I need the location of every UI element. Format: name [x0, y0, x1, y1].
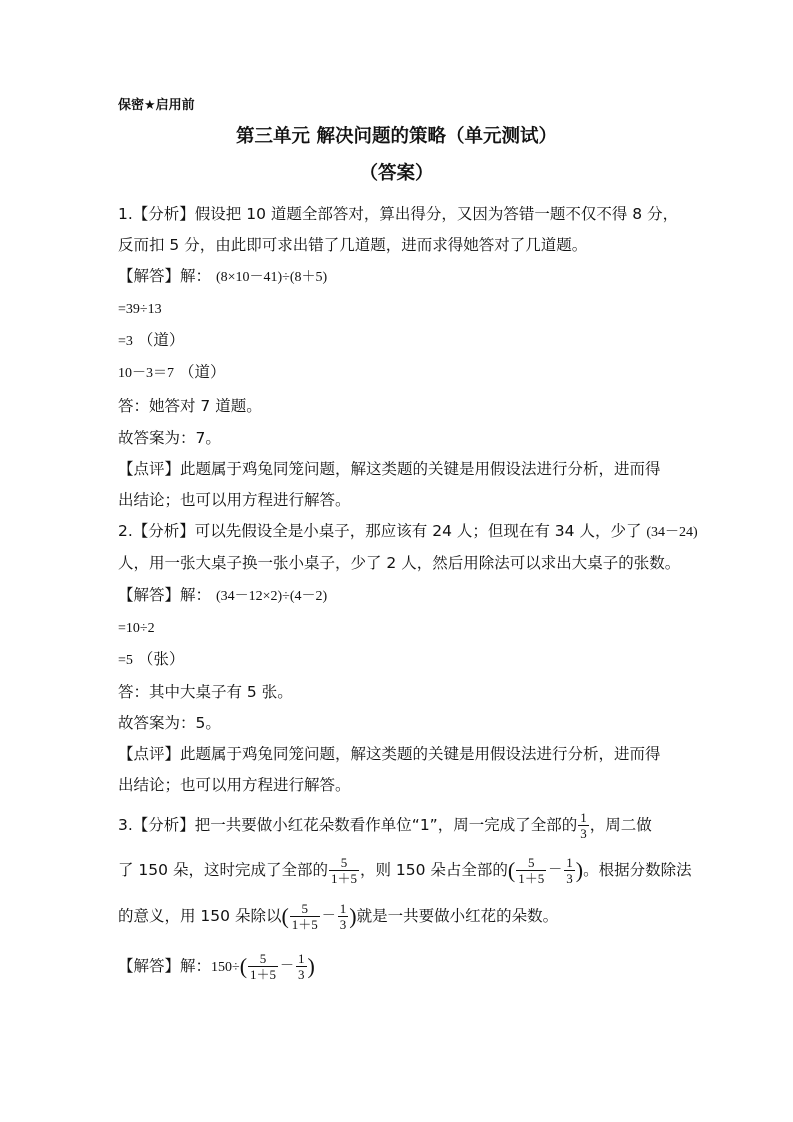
q3-fraction-numerator: 1 [339, 901, 347, 916]
q3-fraction-numerator: 1 [566, 855, 573, 870]
q3-fraction-denominator: 1＋5 [291, 917, 318, 932]
q3-minus: － [280, 958, 295, 974]
q3-fraction-one-third [578, 810, 589, 841]
q3-fraction-numerator: 5 [516, 855, 546, 871]
q1-answer-expression: (8×10－41)÷(8＋5) [215, 270, 328, 285]
q3-paren-open: ( [281, 903, 289, 929]
q1-analysis-line-1: 1.【分析】假设把 10 道题全部答对，算出得分，又因为答错一题不仅不得 8 分， [118, 205, 679, 223]
q2-analysis-text-1: 2.【分析】可以先假设全是小桌子，那应该有 24 人；但现在有 34 人，少了 [118, 522, 642, 540]
q3-analysis-text-5: 。根据分数除法 [583, 861, 692, 879]
q3-analysis-line-1 [118, 808, 652, 842]
q3-paren-close: ) [307, 953, 315, 979]
q1-comment-line-2: 出结论；也可以用方程进行解答。 [118, 491, 351, 509]
q1-analysis-line-2: 反而扣 5 分，由此即可求出错了几道题，进而求得她答对了几道题。 [118, 236, 588, 254]
q1-step-3-unit: （道） [178, 363, 226, 381]
confidential-label: 保密★启用前 [118, 98, 195, 113]
q2-step-1: =10÷2 [118, 621, 155, 636]
q3-paren-close: ) [575, 857, 584, 883]
q2-analysis-line-1 [118, 521, 698, 543]
q3-paren-open: ( [239, 953, 248, 979]
q3-answer-label: 【解答】解： [118, 957, 212, 975]
q2-analysis-line-2: 人，用一张大桌子换一张小桌子，少了 2 人，然后用除法可以求出大桌子的张数。 [118, 554, 681, 572]
q3-fraction-five-sixths [248, 951, 278, 982]
q3-fraction-denominator: 1＋5 [250, 967, 277, 982]
q2-comment-line-2: 出结论；也可以用方程进行解答。 [118, 776, 351, 794]
q1-step-2-unit: （道） [137, 331, 185, 349]
q2-comment-line-1: 【点评】此题属于鸡兔同笼问题，解这类题的关键是用假设法进行分析，进而得 [118, 745, 661, 763]
q3-fraction-numerator: 5 [290, 901, 320, 917]
q2-answer-label: 【解答】解： [118, 586, 212, 604]
q2-reply: 答：其中大桌子有 5 张。 [118, 683, 293, 701]
q3-minus: － [548, 862, 563, 878]
page-subtitle: （答案） [359, 163, 434, 184]
page-title: 第三单元 解决问题的策略（单元测试） [236, 126, 557, 147]
q3-fraction-one-third [564, 855, 575, 886]
q3-fraction-numerator: 5 [248, 951, 278, 967]
q3-minus: － [321, 908, 336, 924]
q2-answer-line [118, 585, 327, 607]
q3-analysis-text-6: 的意义，用 150 朵除以 [118, 907, 282, 925]
q3-answer-prefix: 150÷ [211, 960, 240, 975]
q2-analysis-expression: (34－24) [646, 525, 698, 540]
q3-fraction-five-sixths [516, 855, 546, 886]
q1-answer-label: 【解答】解： [118, 267, 212, 285]
q3-analysis-text-2: ，周二做 [589, 816, 652, 834]
q3-analysis-line-3 [118, 898, 558, 934]
q3-fraction-one-third [296, 951, 307, 982]
q2-step-2-unit: （张） [137, 650, 185, 668]
q3-fraction-five-sixths [290, 901, 320, 932]
q2-answer-expression: (34－12×2)÷(4－2) [215, 589, 328, 604]
q1-step-1: =39÷13 [118, 302, 162, 317]
q1-step-2-math: =3 [118, 334, 133, 349]
q2-final-answer: 故答案为：5。 [118, 714, 221, 732]
q3-analysis-text-3: 了 150 朵，这时完成了全部的 [118, 861, 328, 879]
q3-paren-close: ) [349, 903, 357, 929]
q3-fraction-denominator: 1＋5 [518, 871, 545, 886]
q1-step-3 [118, 362, 225, 384]
q3-fraction-five-sixths-numerator: 5 [329, 855, 359, 871]
q2-step-2 [118, 649, 184, 671]
q3-analysis-text-1: 3.【分析】把一共要做小红花朵数看作单位“1”，周一完成了全部的 [118, 816, 578, 834]
q3-fraction-denominator: 3 [566, 871, 573, 886]
q2-step-2-math: =5 [118, 653, 133, 668]
q1-comment-line-1: 【点评】此题属于鸡兔同笼问题，解这类题的关键是用假设法进行分析，进而得 [118, 460, 661, 478]
q3-fraction-denominator: 3 [298, 967, 305, 982]
q1-reply: 答：她答对 7 道题。 [118, 397, 262, 415]
q3-analysis-text-7: 就是一共要做小红花的朵数。 [356, 907, 559, 925]
q1-step-2 [118, 330, 184, 352]
q3-analysis-line-2 [118, 852, 692, 888]
q1-answer-line [118, 266, 327, 288]
q3-answer-line [118, 948, 315, 984]
q3-fraction-one-third [338, 901, 349, 932]
q3-fraction-one-third-denominator: 3 [580, 826, 587, 841]
q3-fraction-five-sixths [329, 855, 359, 886]
q3-fraction-one-third-numerator: 1 [580, 810, 587, 825]
q1-step-3-math: 10－3＝7 [118, 366, 174, 381]
q3-fraction-denominator: 3 [339, 917, 347, 932]
q1-final-answer: 故答案为：7。 [118, 429, 221, 447]
q3-fraction-five-sixths-denominator: 1＋5 [330, 871, 357, 886]
q3-paren-open: ( [507, 857, 516, 883]
q3-fraction-numerator: 1 [298, 951, 305, 966]
q3-analysis-text-4: ，则 150 朵占全部的 [359, 861, 508, 879]
